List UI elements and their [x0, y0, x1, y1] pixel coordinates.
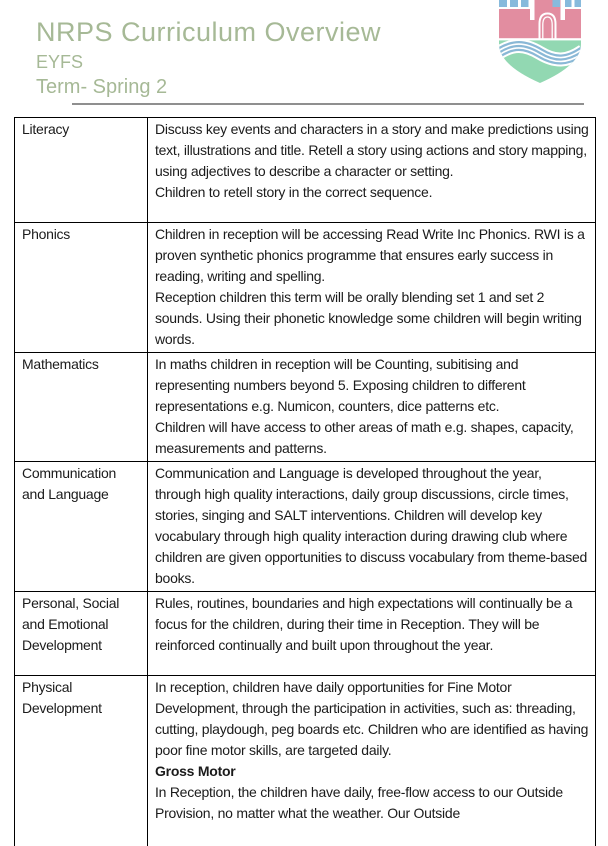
subject-label: Phonics	[22, 226, 71, 242]
subject-label: Literacy	[22, 121, 70, 137]
subject-label: Physical Development	[22, 679, 102, 716]
subject-label: Personal, Social and Emotional Development	[22, 595, 120, 653]
subject-cell-physical-development	[15, 676, 148, 846]
content-cell-communication-language	[148, 462, 596, 592]
content-cell-literacy	[148, 118, 596, 223]
content-cell-phonics	[148, 223, 596, 353]
paragraph: Children in reception will be accessing Read Write Inc Phonics. RWI is a proven synthetic phonics programme that ensures early success in reading, writing and spelling.	[155, 226, 585, 284]
header-divider	[72, 103, 584, 105]
table-row-phonics	[15, 223, 596, 353]
subject-cell-literacy	[15, 118, 148, 223]
paragraph: Communication and Language is developed throughout the year, through high quality interactions, daily group discussions, circle times, stories, singing and SALT interventions. Children will develop key vocabulary through high quality interaction during drawing club where children are given opportunities to discuss vocabulary from theme-based books.	[155, 465, 588, 586]
table-row-mathematics	[15, 353, 596, 462]
paragraph-gross-motor-heading: Gross Motor	[155, 763, 236, 779]
subject-cell-phonics	[15, 223, 148, 353]
content-cell-mathematics	[148, 353, 596, 462]
page-title: NRPS Curriculum Overview	[36, 17, 382, 47]
table-row-psed	[15, 592, 596, 676]
paragraph: Children will have access to other areas of math e.g. shapes, capacity, measurements and patterns.	[155, 419, 574, 456]
subject-cell-psed	[15, 592, 148, 676]
table-row-physical-development	[15, 676, 596, 846]
curriculum-table	[14, 117, 596, 846]
subject-cell-mathematics	[15, 353, 148, 462]
table-row-communication-language	[15, 462, 596, 592]
paragraph: In Reception, the children have daily, free-flow access to our Outside Provision, no matter what the weather. Our Outside	[155, 784, 563, 821]
school-crest-icon	[497, 0, 583, 84]
table-row-literacy	[15, 118, 596, 223]
subject-label: Mathematics	[22, 356, 99, 372]
subtitle-key-stage: EYFS	[36, 52, 84, 72]
paragraph: In reception, children have daily opportunities for Fine Motor Development, through the participation in activities, such as: threading, cutting, playdough, peg boards etc. Children who are identified as having poor fine motor skills, are targeted daily.	[155, 679, 589, 758]
subtitle-term: Term- Spring 2	[36, 76, 168, 98]
subject-label: Communication and Language	[22, 465, 117, 502]
content-cell-physical-development	[148, 676, 596, 846]
paragraph: Children to retell story in the correct sequence.	[155, 184, 433, 200]
paragraph: Rules, routines, boundaries and high expectations will continually be a focus for the children, during their time in Reception. They will be reinforced continually and built upon throughout the year.	[155, 595, 573, 653]
subject-cell-communication-language	[15, 462, 148, 592]
paragraph: In maths children in reception will be Counting, subitising and representing numbers beyond 5. Exposing children to different representations e.g. Numicon, counters, dice patterns etc.	[155, 356, 526, 414]
school-crest-logo	[497, 0, 583, 84]
paragraph: Reception children this term will be orally blending set 1 and set 2 sounds. Using their phonetic knowledge some children will begin writing words.	[155, 289, 582, 347]
paragraph: Discuss key events and characters in a story and make predictions using text, illustrations and title. Retell a story using actions and story mapping, using adjectives to describe a character or setting.	[155, 121, 589, 179]
content-cell-psed	[148, 592, 596, 676]
